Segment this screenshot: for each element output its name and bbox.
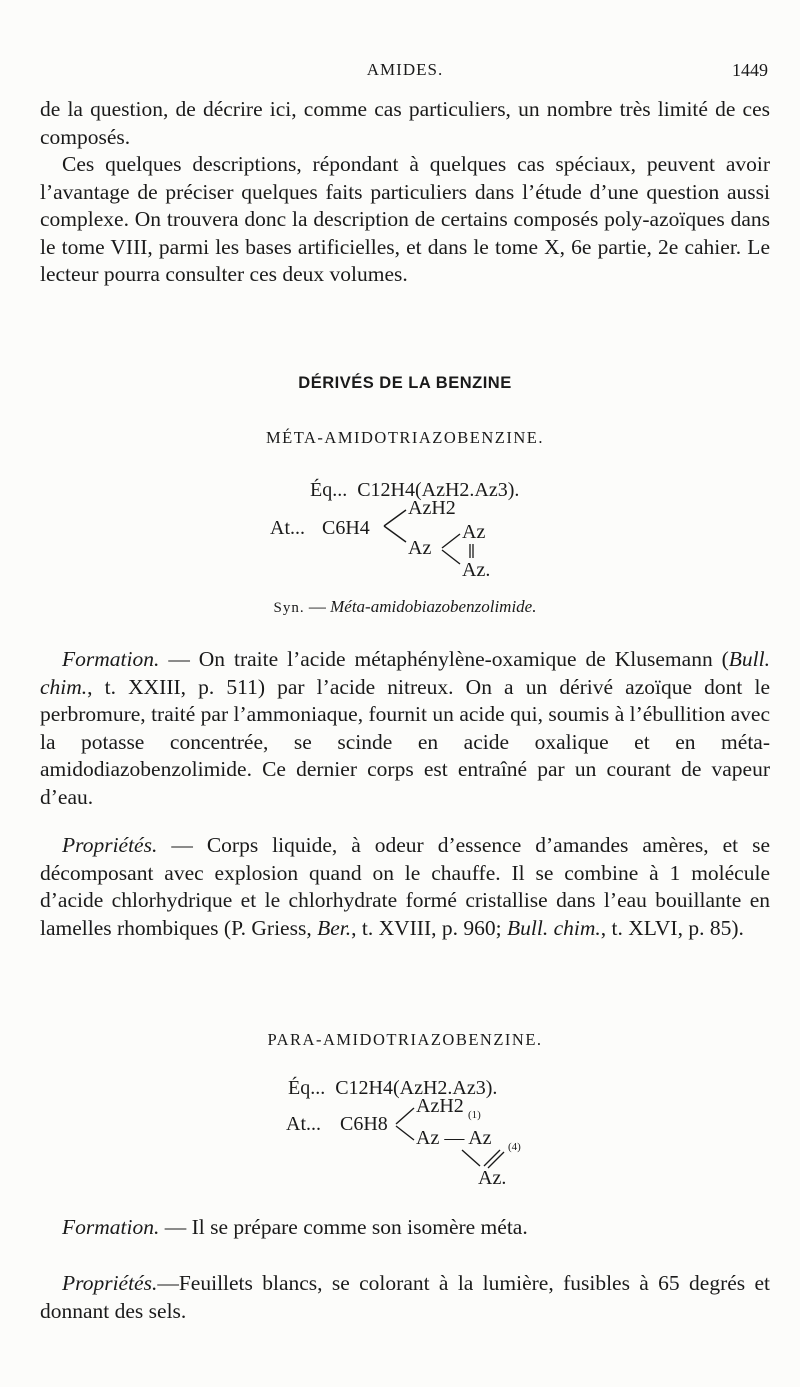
group-amino: AzH2 xyxy=(408,497,456,519)
formation-text: Il se prépare comme son isomère méta. xyxy=(191,1215,528,1239)
meta-formation xyxy=(40,646,770,811)
syn-dash: — xyxy=(308,597,326,616)
intro-paragraph-2: Ces quelques descriptions, répondant à quelques cas spéciaux, peuvent avoir l’avantage de préciser quelques faits particuliers dans l’étude d’une question aussi complexe. On trouvera donc la description de certains composés poly-azoïques dans le tome VIII, parmi les bases artificielles, et dans le tome X, 6e partie, 2e cahier. Le lecteur pourra consulter ces deux volumes. xyxy=(40,152,770,286)
proprietes-label: Propriétés. xyxy=(62,1271,158,1295)
azo-chain: Az — Az xyxy=(416,1127,492,1149)
azote-terminal: Az. xyxy=(478,1167,507,1186)
at-base: C6H8 xyxy=(340,1113,388,1135)
proprietes-ref-2: Bull. chim. xyxy=(506,915,601,940)
para-structural-formula xyxy=(286,1094,546,1186)
bond-line xyxy=(442,550,460,564)
compound-name-meta: MÉTA-AMIDOTRIAZOBENZINE. xyxy=(265,428,544,447)
section-title: DÉRIVÉS DE LA BENZINE xyxy=(298,374,512,392)
eq-label: Éq... xyxy=(310,479,348,501)
meta-structural-formula xyxy=(270,496,530,582)
proprietes-dash: — xyxy=(157,1271,179,1295)
syn-label: Syn. xyxy=(273,600,305,616)
eq-label: Éq... xyxy=(288,1077,326,1099)
position-1: (1) xyxy=(468,1109,481,1121)
azote-2: Az xyxy=(462,521,486,543)
azote-3: Az. xyxy=(462,559,491,581)
at-base: C6H4 xyxy=(322,517,370,539)
para-proprietes xyxy=(40,1270,770,1325)
bond-line xyxy=(384,510,406,526)
formation-dash: — xyxy=(168,647,190,671)
formation-label: Formation. xyxy=(62,1215,160,1239)
at-label: At... xyxy=(286,1113,321,1135)
intro-text xyxy=(40,96,770,289)
formation-label: Formation. xyxy=(62,647,160,671)
proprietes-dash: — xyxy=(171,833,193,857)
at-label: At... xyxy=(270,517,305,539)
formation-text-1: On traite l’acide métaphénylène-oxamique de Klusemann ( xyxy=(198,647,729,671)
eq-formula: C12H4(AzH2.Az3). xyxy=(335,1077,498,1099)
page-number: 1449 xyxy=(732,60,768,80)
bond-line xyxy=(396,1126,414,1140)
proprietes-text: Feuillets blancs, se colorant à la lumière, fusibles à 65 degrés et donnant des sels. xyxy=(40,1271,770,1323)
azote-1: Az xyxy=(408,537,432,559)
position-4: (4) xyxy=(508,1141,521,1153)
bond-line xyxy=(462,1150,480,1166)
proprietes-ref-1: Ber. xyxy=(317,915,352,940)
group-amino: AzH2 xyxy=(416,1095,464,1117)
bond-line xyxy=(396,1108,414,1124)
proprietes-label: Propriétés. xyxy=(62,833,158,857)
formation-text-2: , t. XXIII, p. 511) par l’acide nitreux. On a un dérivé azoïque dont le perbromure, traité par l’ammoniaque, fournit un acide qui, soumis à l’ébullition avec la potasse concentrée, se scinde en acide oxalique et en méta-amidodiazobenzolimide. Ce dernier corps est entraîné par un courant de vapeur d’eau. xyxy=(40,674,770,809)
running-head xyxy=(40,60,770,84)
proprietes-text-2: , t. XVIII, p. 960; xyxy=(351,915,507,940)
bond-line xyxy=(384,526,406,542)
syn-name: Méta-amidobiazobenzolimide. xyxy=(330,597,537,616)
compound-name-para: PARA-AMIDOTRIAZOBENZINE. xyxy=(267,1030,543,1049)
intro-paragraph-1: de la question, de décrire ici, comme cas particuliers, un nombre très limité de ces composés. xyxy=(40,97,770,149)
synonym-line xyxy=(40,597,770,617)
eq-formula: C12H4(AzH2.Az3). xyxy=(357,479,520,501)
proprietes-text-1: Corps liquide, à odeur d’essence d’amandes amères, et se décomposant avec explosion quand on le chauffe. Il se combine à 1 molécule d’acide chlorhydrique et le chlorhydrate formé cristallise dans l’eau bouillante en lamelles rhombiques (P. Griess, xyxy=(40,833,770,940)
para-formation xyxy=(40,1214,770,1242)
bond-line xyxy=(442,534,460,548)
running-title: AMIDES. xyxy=(366,60,444,79)
proprietes-text-3: , t. XLVI, p. 85). xyxy=(600,915,744,940)
book-page xyxy=(40,0,770,1387)
formation-ref: Bull. chim. xyxy=(40,647,771,699)
formation-dash: — xyxy=(164,1215,187,1239)
meta-proprietes xyxy=(40,832,770,942)
